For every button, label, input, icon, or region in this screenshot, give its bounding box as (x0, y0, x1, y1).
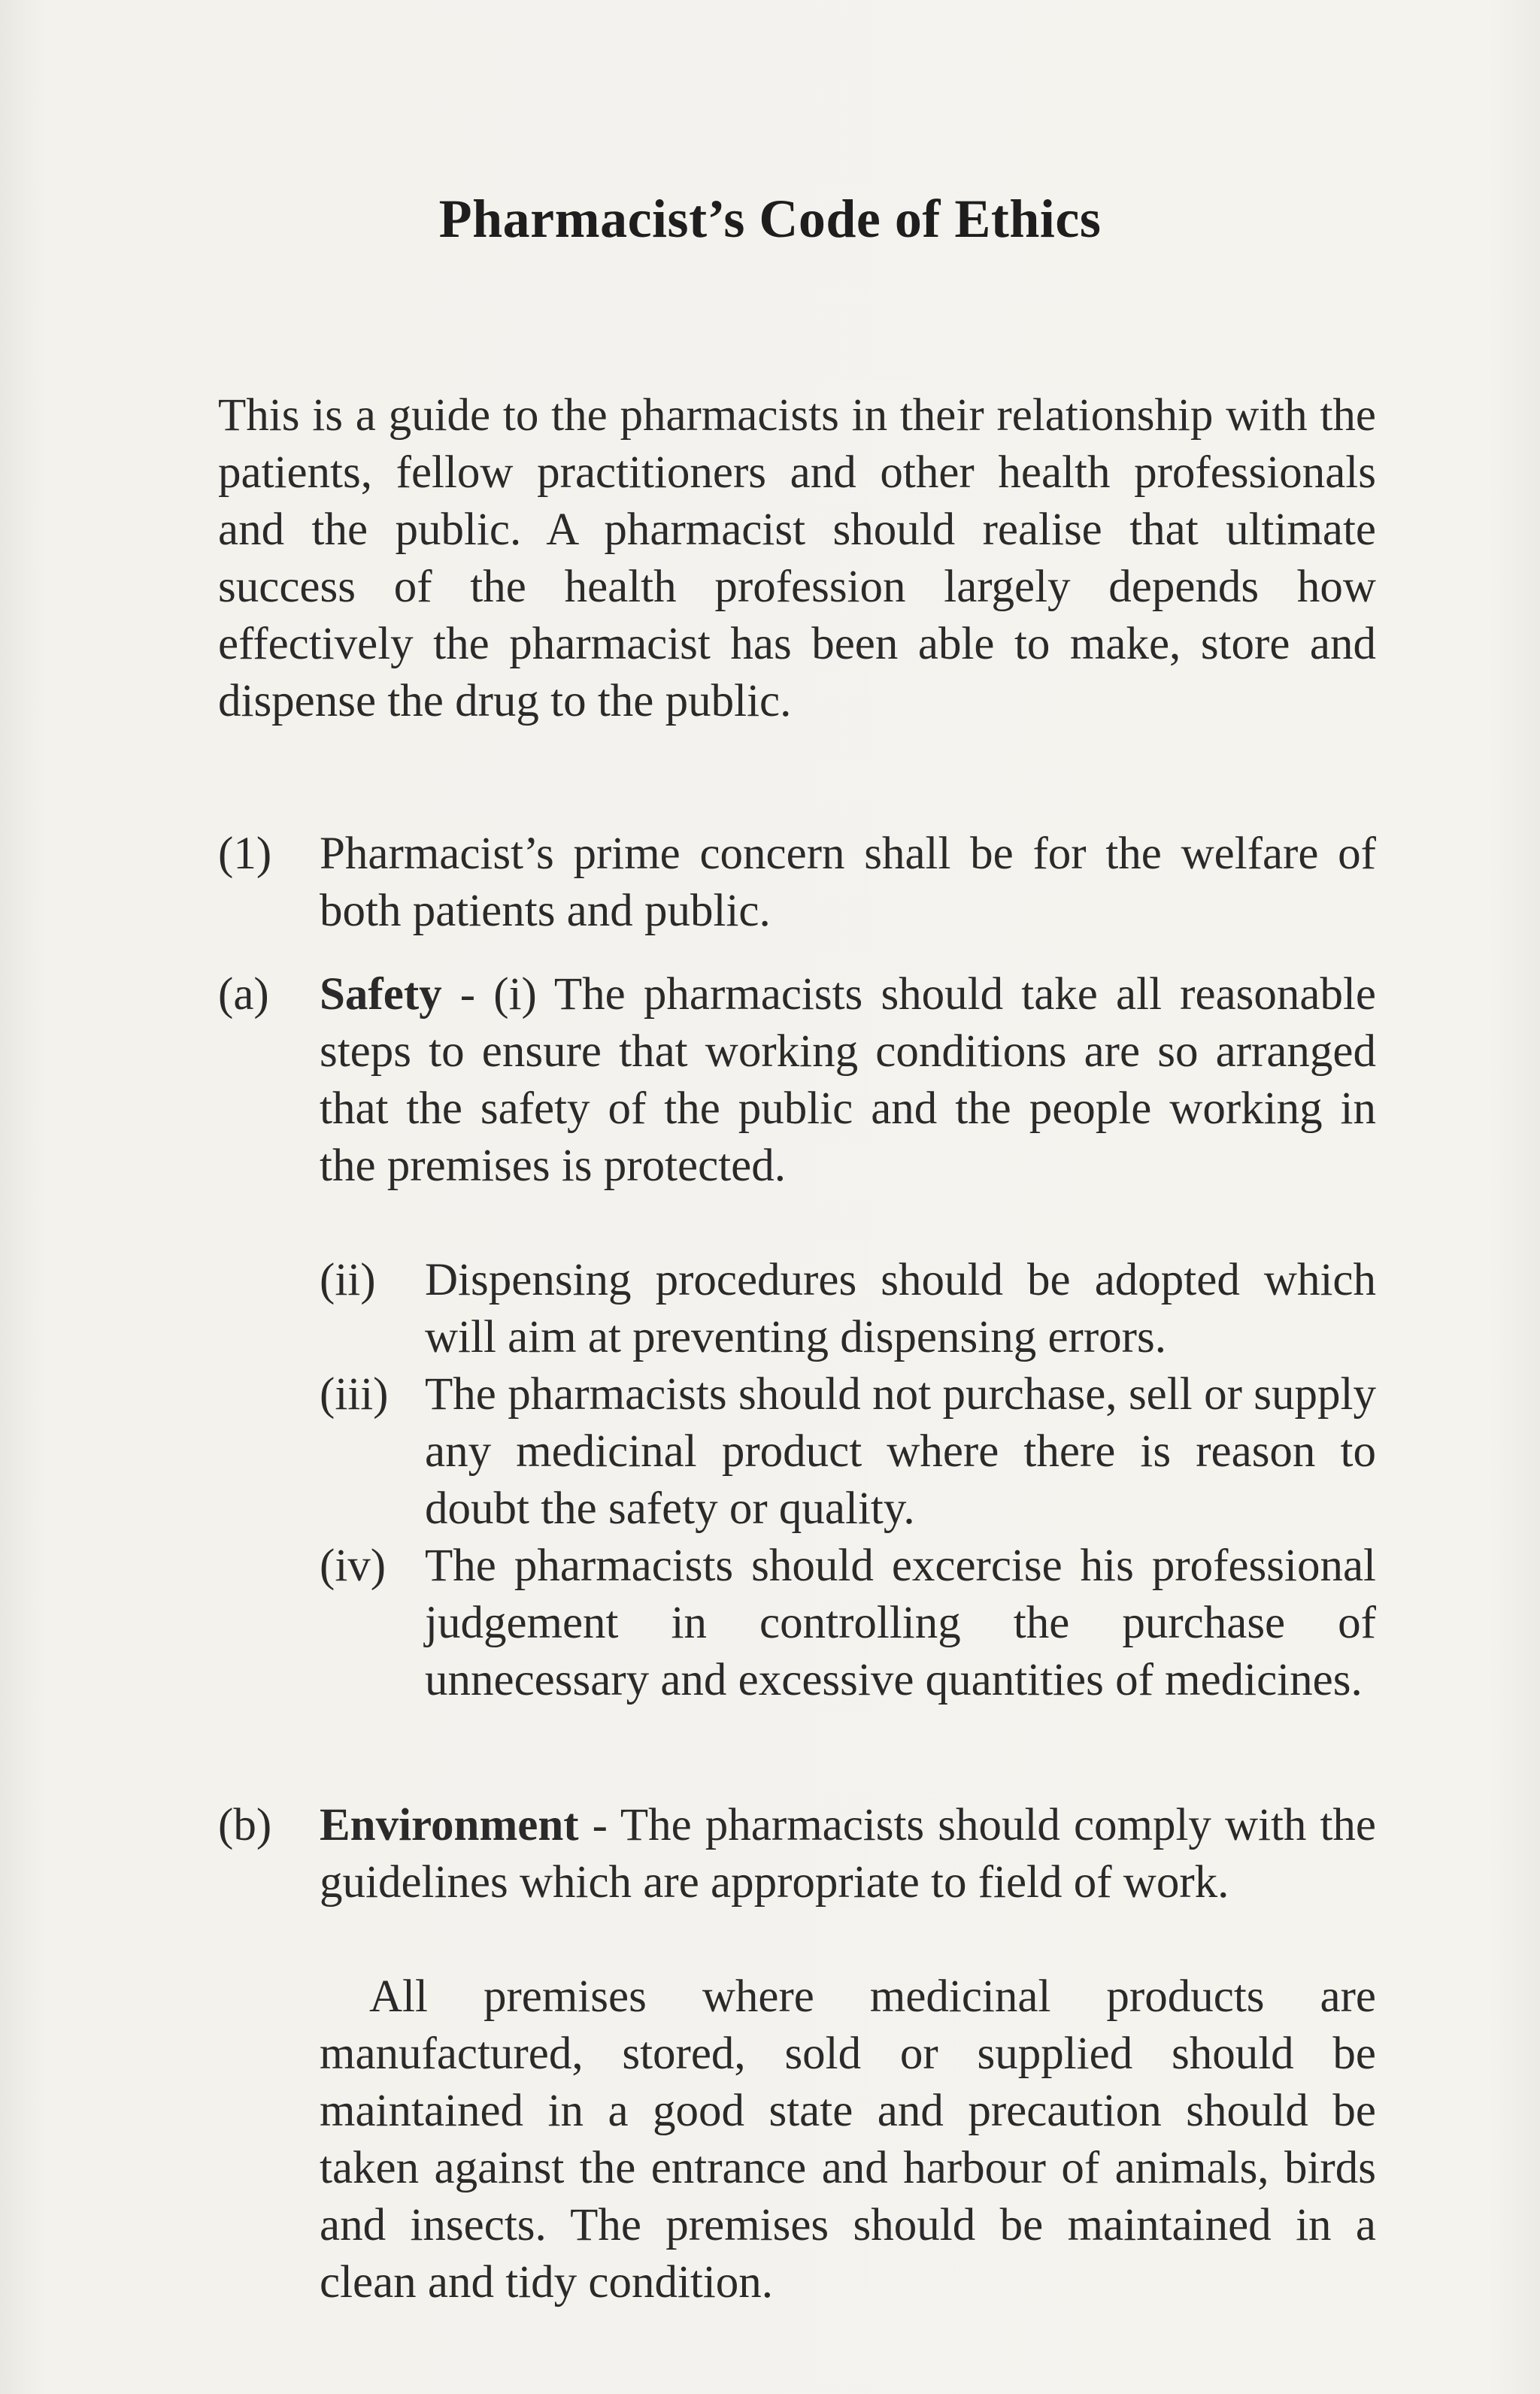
page-title: Pharmacist’s Code of Ethics (438, 189, 1102, 249)
point-b-environment (320, 1797, 1376, 1911)
environment-separator: - (578, 1800, 620, 1850)
premises-paragraph: All premises where medicinal products are manufactured, stored, sold or supplied should be maintained in a good state and precaution should be taken against the entrance and harbour of animals, birds and insects. The premises should be maintained in a clean and tidy condition. (320, 1971, 1376, 2308)
sub-iii-marker: (iii) (320, 1369, 389, 1420)
sub-ii-text: Dispensing procedures should be adopted which will aim at preventing dispensing errors. (425, 1255, 1376, 1362)
sub-iv-text: The pharmacists should excercise his professional judgement in controlling the purchase of unnecessary and excessive quantities of medicines. (425, 1541, 1376, 1705)
intro-paragraph: This is a guide to the pharmacists in their relationship with the patients, fellow practitioners and other health professionals and the public. A pharmacist should realise that ultimate success of the health profession largely depends how effectively the pharmacist has been able to make, store and dispense the drug to the public. (218, 390, 1376, 726)
environment-text: The pharmacists should comply with the guidelines which are appropriate to field of work. (320, 1800, 1376, 1908)
sub-iv-marker: (iv) (320, 1541, 387, 1591)
sub-iii-text: The pharmacists should not purchase, sell or supply any medicinal product where there is reason to doubt the safety or quality. (425, 1369, 1376, 1534)
point-a-marker: (a) (218, 969, 269, 1020)
sub-i-marker: (i) (493, 969, 537, 1020)
sub-i-text: The pharmacists should take all reasonable steps to ensure that working conditions are so arranged that the safety of the public and the people working in the premises is protected. (320, 969, 1376, 1191)
point-1-text: Pharmacist’s prime concern shall be for the welfare of both patients and public. (320, 829, 1376, 936)
safety-heading: Safety (320, 969, 442, 1020)
sub-ii-marker: (ii) (320, 1255, 376, 1305)
environment-heading: Environment (320, 1800, 579, 1850)
point-a-safety (320, 966, 1376, 1195)
safety-separator: - (441, 969, 494, 1020)
point-1-marker: (1) (218, 829, 272, 879)
point-b-marker: (b) (218, 1800, 272, 1850)
